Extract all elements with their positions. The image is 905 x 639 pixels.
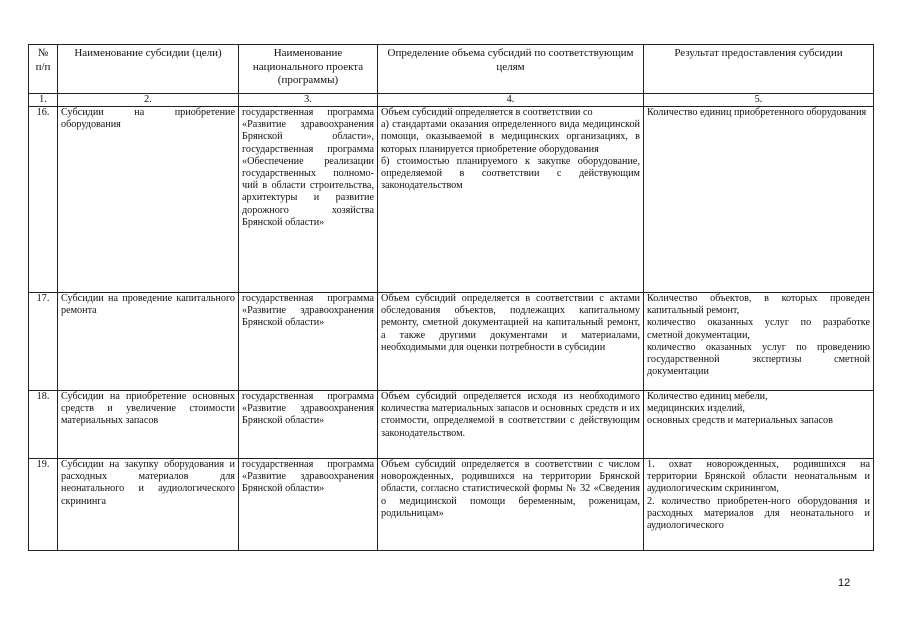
table-row <box>29 459 874 551</box>
column-number: 4. <box>378 94 644 107</box>
volume-line: Объем субсидий определяется в соответствии с числом новорожденных, родившихся на территории Брянской области, согласно статистической формы № 32 «Сведения о медицинской помощи беременным, роженицам, родильницам» <box>381 459 640 519</box>
subsidy-name: Субсидии на проведение капитального ремонта <box>58 293 239 391</box>
table-row <box>29 293 874 391</box>
program-name: государственная программа «Развитие здравоохранения Брянской области» <box>239 293 378 391</box>
program-name: государственная программа «Развитие здравоохранения Брянской области», государственная программа «Обеспечение реализации государственных полномо-чий в области строительства, архитектуры и развитие дорожного хозяйства Брянской области» <box>239 107 378 293</box>
column-number: 3. <box>239 94 378 107</box>
result-line: Количество единиц мебели, <box>647 391 768 402</box>
table-row <box>29 107 874 293</box>
row-number: 16. <box>29 107 58 293</box>
column-number: 2. <box>58 94 239 107</box>
volume-line: Объем субсидий определяется в соответствии со <box>381 107 593 118</box>
volume-line: б) стоимостью планируемого к закупке оборудование, определяемой в соответствии с действующим законодательством <box>381 155 640 192</box>
result-description <box>644 459 874 551</box>
result-description <box>644 293 874 391</box>
volume-definition <box>378 107 644 293</box>
volume-definition <box>378 391 644 459</box>
result-description <box>644 107 874 293</box>
result-line: Количество единиц приобретенного оборудования <box>647 107 867 118</box>
subsidies-table <box>28 44 874 551</box>
row-number: 19. <box>29 459 58 551</box>
column-number: 5. <box>644 94 874 107</box>
program-name: государственная программа «Развитие здравоохранения Брянской области» <box>239 459 378 551</box>
volume-line: а) стандартами оказания определенного вида медицинской помощи, оказываемой в медицинских организациях, в которых планируется приобретение оборудования <box>381 119 640 155</box>
volume-line: Объем субсидий определяется исходя из необходимого количества материальных запасов и основных средств и их стоимости, определяемой в соответствии с действующим законодательством. <box>381 391 640 439</box>
result-line: Количество объектов, в которых проведен капитальный ремонт, <box>647 293 870 317</box>
result-line: 2. количество приобретен-ного оборудования и расходных материалов для неонатального и аудиологического <box>647 495 870 532</box>
volume-definition <box>378 459 644 551</box>
subsidy-name: Субсидии на приобретение оборудования <box>58 107 239 293</box>
volume-definition <box>378 293 644 391</box>
result-description <box>644 391 874 459</box>
result-line: количество оказанных услуг по проведению государственной экспертизы сметной документации <box>647 341 870 378</box>
header-subsidy-name: Наименование субсидии (цели) <box>58 45 239 94</box>
row-number: 17. <box>29 293 58 391</box>
result-line: количество оказанных услуг по разработке сметной документации, <box>647 317 870 341</box>
page-number: 12 <box>838 577 851 589</box>
volume-line: Объем субсидий определяется в соответствии с актами обследования объектов, подлежащих капитальному ремонту, сметной документацией на капитальный ремонт, а также другими документами и материалами, необходимыми для оценки потребности в субсидии <box>381 293 640 353</box>
program-name: государственная программа «Развитие здравоохранения Брянской области» <box>239 391 378 459</box>
column-number-row <box>29 94 874 107</box>
header-program: Наименование национального проекта (программы) <box>239 45 378 94</box>
table-row <box>29 391 874 459</box>
result-line: 1. охват новорожденных, родившихся на территории Брянской области неонатальным и аудиологическим скринингом, <box>647 459 870 495</box>
table-header-row <box>29 45 874 94</box>
row-number: 18. <box>29 391 58 459</box>
result-line: медицинских изделий, <box>647 403 745 415</box>
subsidy-name: Субсидии на приобретение основных средств и увеличение стоимости материальных запасов <box>58 391 239 459</box>
header-result: Результат предоставления субсидии <box>644 45 874 94</box>
subsidy-name: Субсидии на закупку оборудования и расходных материалов для неонатального и аудиологического скрининга <box>58 459 239 551</box>
column-number: 1. <box>29 94 58 107</box>
header-number: № п/п <box>29 45 58 94</box>
result-line: основных средств и материальных запасов <box>647 415 833 427</box>
header-volume: Определение объема субсидий по соответствующим целям <box>378 45 644 94</box>
